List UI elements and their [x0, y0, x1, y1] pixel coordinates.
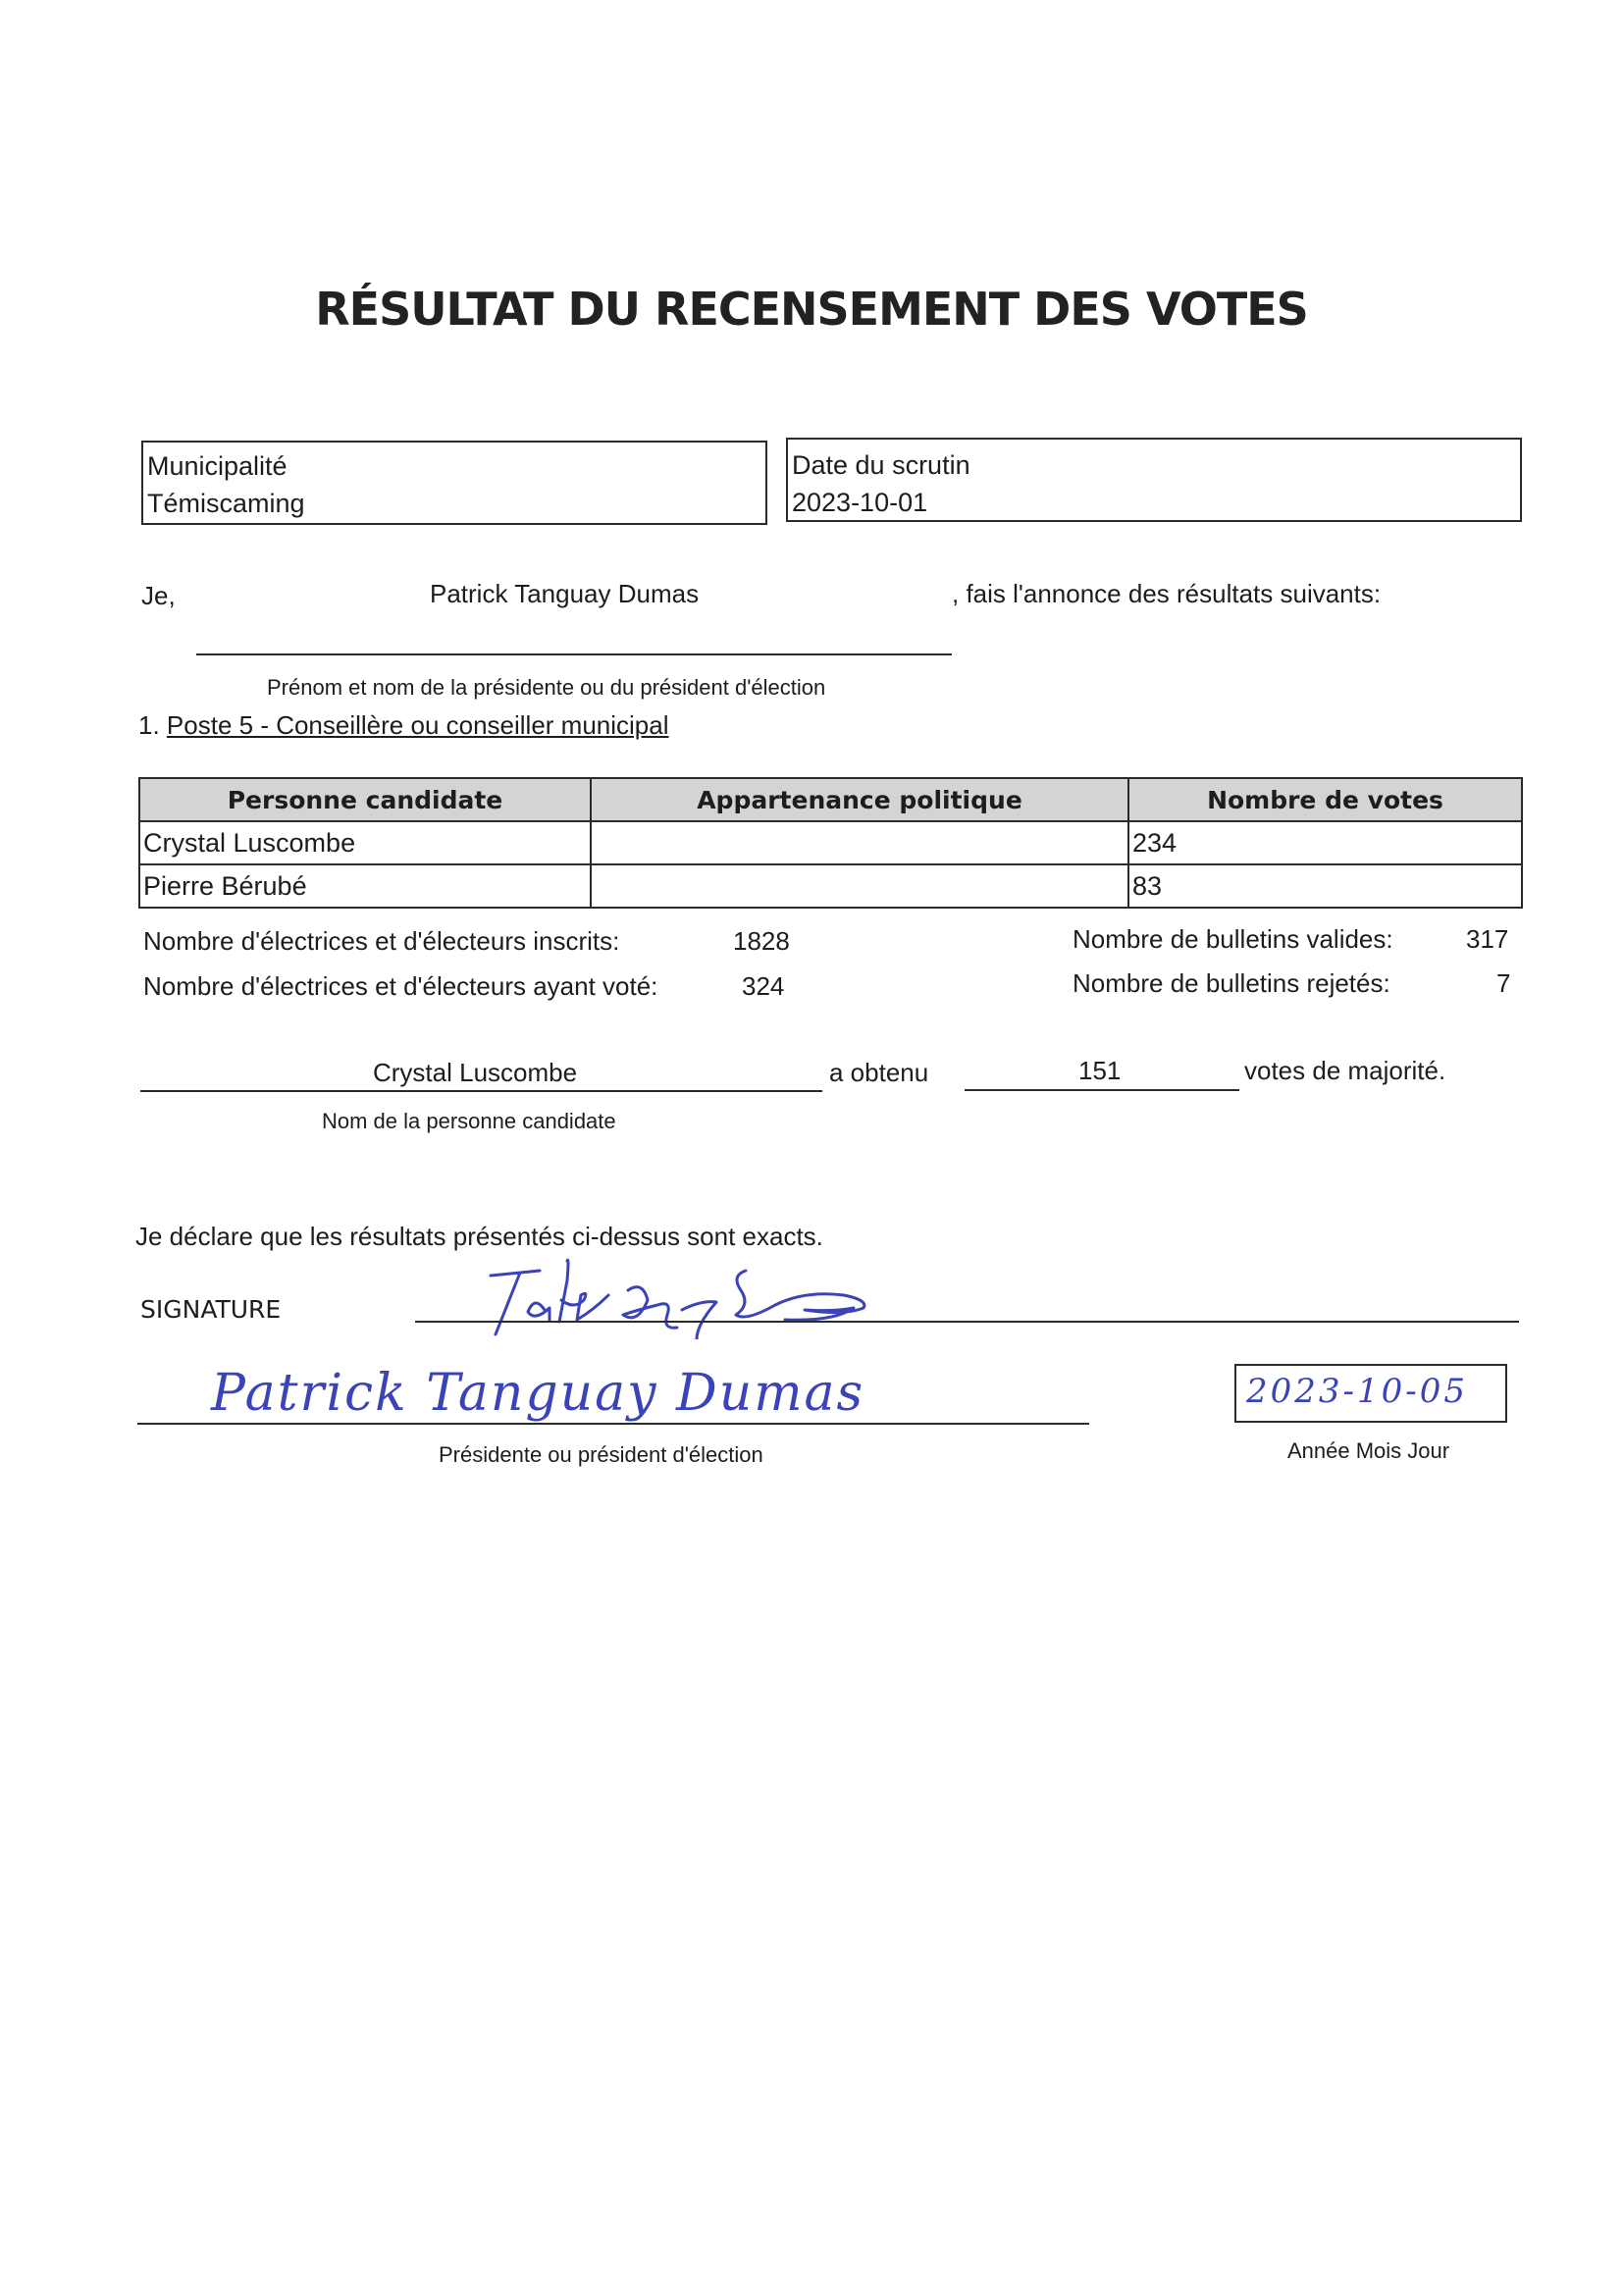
candidate-party: [591, 821, 1128, 864]
voted-label: Nombre d'électrices et d'électeurs ayant voté:: [143, 971, 658, 1001]
table-header-row: [139, 778, 1522, 821]
signature-line: [415, 1321, 1519, 1323]
rejected-label: Nombre de bulletins rejetés:: [1073, 968, 1390, 998]
majority-middle: a obtenu: [829, 1058, 929, 1087]
registered-label: Nombre d'électrices et d'électeurs inscrits:: [143, 926, 620, 956]
election-date-label: Date du scrutin: [792, 450, 970, 480]
signature-date-value: 2023-10-05: [1246, 1372, 1469, 1411]
municipality-value: Témiscaming: [147, 489, 305, 518]
winner-caption: Nom de la personne candidate: [322, 1109, 616, 1133]
position-number: 1.: [138, 710, 160, 740]
declaration-text: Je déclare que les résultats présentés ci-dessus sont exacts.: [135, 1222, 823, 1251]
document-title: RÉSULTAT DU RECENSEMENT DES VOTES: [315, 283, 1308, 336]
signature-label: SIGNATURE: [140, 1295, 282, 1324]
handwritten-signature: [451, 1251, 1197, 1339]
handwritten-officer-name: Patrick Tanguay Dumas: [211, 1364, 865, 1423]
majority-winner: Crystal Luscombe: [373, 1058, 578, 1087]
table-row: [139, 864, 1522, 908]
position-heading: [138, 710, 669, 741]
election-date-value: 2023-10-01: [792, 488, 928, 517]
majority-suffix: votes de majorité.: [1244, 1056, 1446, 1085]
candidate-name: Crystal Luscombe: [139, 821, 591, 864]
voted-value: 324: [742, 971, 785, 1001]
announcement-suffix: , fais l'annonce des résultats suivants:: [952, 579, 1382, 608]
signature-date-caption: Année Mois Jour: [1287, 1438, 1450, 1463]
municipality-label: Municipalité: [147, 451, 288, 481]
candidate-party: [591, 864, 1128, 908]
officer-signature-caption: Présidente ou président d'élection: [439, 1442, 763, 1467]
results-table: [138, 777, 1523, 909]
margin-line: [965, 1089, 1239, 1091]
valid-label: Nombre de bulletins valides:: [1073, 924, 1393, 954]
position-label: Poste 5 - Conseillère ou conseiller municipal: [166, 710, 669, 740]
candidate-votes: 234: [1128, 821, 1522, 864]
candidate-votes: 83: [1128, 864, 1522, 908]
officer-signature-line: [137, 1423, 1089, 1425]
municipality-box: [141, 441, 767, 525]
registered-value: 1828: [733, 926, 790, 956]
election-date-box: [786, 438, 1522, 522]
signature-date-box: [1234, 1364, 1507, 1423]
valid-value: 317: [1466, 924, 1509, 954]
officer-name: Patrick Tanguay Dumas: [430, 579, 700, 608]
officer-name-caption: Prénom et nom de la présidente ou du président d'élection: [267, 675, 826, 700]
table-row: [139, 821, 1522, 864]
announcement-prefix: Je,: [141, 581, 176, 610]
candidate-name: Pierre Bérubé: [139, 864, 591, 908]
winner-line: [140, 1090, 822, 1092]
majority-margin: 151: [1078, 1056, 1122, 1085]
rejected-value: 7: [1496, 968, 1511, 998]
header-candidate: Personne candidate: [139, 778, 591, 821]
header-party: Appartenance politique: [591, 778, 1128, 821]
officer-name-line: [196, 653, 952, 655]
header-votes: Nombre de votes: [1128, 778, 1522, 821]
